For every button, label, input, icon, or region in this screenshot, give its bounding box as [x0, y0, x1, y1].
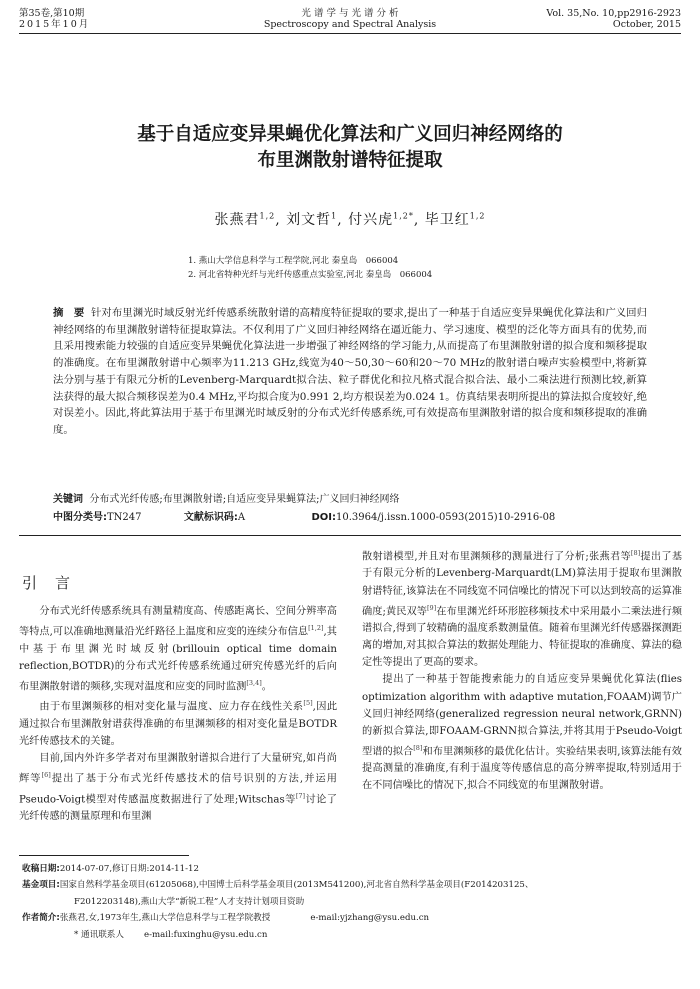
doi-value: 10.3964/j.issn.1000-0593(2015)10-2916-08: [336, 512, 556, 523]
title-line-1: 基于自适应变异果蝇优化算法和广义回归神经网络的: [137, 124, 563, 145]
author-affil-sup: 1,2: [259, 211, 276, 221]
abstract-text: 针对布里渊光时域反射光纤传感系统散射谱的高精度特征提取的要求,提出了一种基于自适应变异果蝇优化算法和广义回归神经网络的布里渊散射谱特征提取算法。不仅利用了广义回归神经网络在逼近能力、学习速度、模型的泛化等方面具有的优势,而且采用搜索能力较强的自适应变异果蝇优化算法进一步增强了神经网络的学习能力,从而提高了布里渊散射谱的拟合度和频移提取的准确度。在布里渊散射谱中心频率为11.213 GHz,线宽为40～50,30～60和20～70 MHz的散射谱白噪声实验模型中,将新算法分别与基于有限元分析的Levenberg-Marquardt拟合法、粒子群优化和拉凡格式混合拟合法、最小二乘法进行预测比较,新算法获得的最大拟合频移误差为0.4 MHz,平均拟合度为0.991 2,均方根误差为0.024 1。仿真结果表明所提出的算法拟合度较好,绝对误差小。因此,将此算法用于基于布里渊光时域反射的分布式光纤传感系统,可有效提高布里渊散射谱的拟合度和频移提取的准确度。: [53, 307, 648, 436]
author-affil-sup: 1,2*: [393, 211, 414, 221]
citation: [7]: [295, 791, 306, 800]
doi-label: DOI:: [311, 512, 337, 523]
author-name: 毕卫红: [424, 212, 470, 228]
affiliation-1: 1. 燕山大学信息科学与工程学院,河北 秦皇岛 066004: [188, 256, 399, 266]
journal-name-cn: 光 谱 学 与 光 谱 分 析: [301, 8, 399, 19]
paragraph-text: 由于布里渊频移的相对变化量与温度、应力存在线性关系: [39, 701, 304, 713]
classification-line: [53, 509, 660, 526]
header-rule: [19, 33, 681, 34]
body-divider: [19, 535, 681, 536]
doc-code-label: 文献标识码:: [183, 512, 238, 523]
corresponding-email: e-mail:fuxinghu@ysu.edu.cn: [144, 929, 268, 940]
received-date: [22, 861, 681, 877]
paragraph: [19, 603, 337, 695]
funding-line-1: 国家自然科学基金项目(61205068),中国博士后科学基金项目(2013M541200),河北省自然科学基金项目(F2014203125、: [59, 880, 534, 891]
citation: [5]: [303, 699, 313, 708]
keywords: [53, 491, 660, 508]
received-label: 收稿日期:: [22, 864, 60, 874]
corresponding-author: [22, 927, 681, 943]
abstract-label: 摘 要: [53, 307, 85, 319]
abstract: [53, 305, 647, 439]
author-affil-sup: 1: [331, 211, 338, 221]
clc-label: 中图分类号:: [53, 512, 107, 523]
paper-title: [0, 122, 700, 174]
author-email: e-mail:yjzhang@ysu.edu.cn: [310, 913, 430, 924]
clc-value: TN247: [107, 512, 142, 523]
author-name: 付兴虎: [348, 212, 394, 228]
paragraph-text: 讨论了光纤传感的测量原理和布里渊: [19, 793, 337, 822]
body-right-column: [362, 545, 682, 794]
citation: [8]: [413, 743, 423, 752]
citation: [8]: [630, 549, 641, 557]
body-left-column: [19, 603, 337, 825]
citation: [9]: [426, 603, 437, 612]
paragraph-text: ,因此通过拟合布里渊散射谱获得准确的布里渊频移的相对变化量是BOTDR光纤传感技术的关键。: [19, 701, 338, 747]
paragraph-text: 提出了基于分布式光纤传感技术的信号识别的方法,并运用Pseudo-Voigt模型对传感温度数据进行了处理;Witschas等: [19, 773, 337, 805]
keywords-label: 关键词: [53, 494, 83, 505]
paragraph: [19, 750, 337, 825]
author-bio-label: 作者简介:: [22, 913, 60, 924]
citation: [3,4]: [246, 678, 262, 687]
paragraph-text: 提出了基于有限元分析的Levenberg-Marquardt(LM)算法用于提取布里渊散射谱特征,该算法在不同线宽不同信噪比的情况下可以达到较高的运算准确度;黄民双等: [362, 551, 683, 618]
paragraph-text: 提出了一种基于智能搜索能力的自适应变异果蝇优化算法(flies optimization algorithm with adaptive mutation,FOAAM)调节广义回归神经网络(generalized regression neural network,GRNN)的新拟合算法,即FOAAM-GRNN拟合算法,并将其用于Pseudo-Voigt型谱的拟合: [362, 674, 682, 758]
author-bio: [22, 910, 681, 926]
paragraph-text: 在布里渊光纤环形腔移频技术中采用最小二乘法进行频谱拟合,得到了较精确的温度系数测量值。随着布里渊光纤传感器探测距离的增加,对其拟合算法的数据处理能力、特征提取的准确度、算法的稳定性等提出了更高的要求。: [362, 606, 683, 669]
author-name: 张燕君: [214, 212, 260, 228]
header-date-cn: 2015年10月: [19, 19, 91, 30]
paragraph-text: 目前,国内外许多学者对布里渊散射谱拟合进行了大量研究,如肖尚辉等: [19, 752, 337, 785]
author-affil-sup: 1,2: [469, 211, 486, 221]
paragraph-text: 和布里渊频移的最优化估计。实验结果表明,该算法能有效提高测量的准确度,有利于温度等传感信息的高分辨率提取,特别适用于在不同信噪比的情况下,拟合不同线宽的布里渊散射谱。: [362, 746, 682, 792]
paragraph: [19, 695, 337, 750]
title-line-2: 布里渊散射谱特征提取: [257, 150, 443, 171]
section-title: 引言: [22, 574, 89, 592]
citation: [1,2]: [308, 624, 324, 633]
header-date-en: October, 2015: [612, 19, 681, 30]
footnotes: [22, 861, 681, 943]
paragraph: [362, 545, 682, 671]
header-volume-cn: 第35卷,第10期: [19, 8, 85, 19]
affiliations: [188, 254, 432, 282]
affiliation-2: 2. 河北省特种光纤与光纤传感重点实验室,河北 秦皇岛 066004: [188, 270, 433, 280]
author-list: 张燕君$^{1,2}$, 刘文哲$^1$, 付兴虎$^{1,2*}$, 毕卫红$^{1,2}$: [214, 211, 486, 228]
author-name: 刘文哲: [286, 212, 332, 228]
footnote-rule: [19, 855, 189, 856]
funding: [22, 877, 681, 893]
citation: [6]: [41, 771, 51, 780]
paragraph-text: 散射谱模型,并且对布里渊频移的测量进行了分析;张燕君等: [362, 551, 631, 563]
paragraph: [362, 671, 682, 794]
keywords-text: 分布式光纤传感;布里渊散射谱;自适应变异果蝇算法;广义回归神经网络: [89, 494, 400, 505]
paragraph-text: 。: [261, 681, 272, 693]
paragraph-text: 分布式光纤传感系统具有测量精度高、传感距离长、空间分辨率高等特点,可以准确地测量沿光纤路径上温度和应变的连续分布信息: [19, 606, 337, 638]
header-volume-en: Vol. 35,No. 10,pp2916-2923: [546, 8, 681, 19]
received-value: 2014-07-07,修订日期:2014-11-12: [59, 864, 199, 874]
author-bio-text: 张燕君,女,1973年生,燕山大学信息科学与工程学院教授: [59, 913, 271, 924]
doc-code-value: A: [237, 512, 246, 523]
funding-line-2: F2012203148),燕山大学“新锐工程”人才支持计划项目资助: [74, 896, 305, 907]
corresponding-label: * 通讯联系人: [74, 929, 124, 940]
header-issue: [546, 8, 681, 30]
paragraph-text: ,其中基于布里渊光时域反射(brillouin optical time domain reflection,BOTDR)的分布式光纤传感系统通过研究传感光纤的后向布里渊散射谱的频移,实现对温度和应变的同时监测: [19, 626, 337, 693]
funding-label: 基金项目:: [22, 880, 60, 891]
journal-name-en: Spectroscopy and Spectral Analysis: [263, 19, 437, 30]
